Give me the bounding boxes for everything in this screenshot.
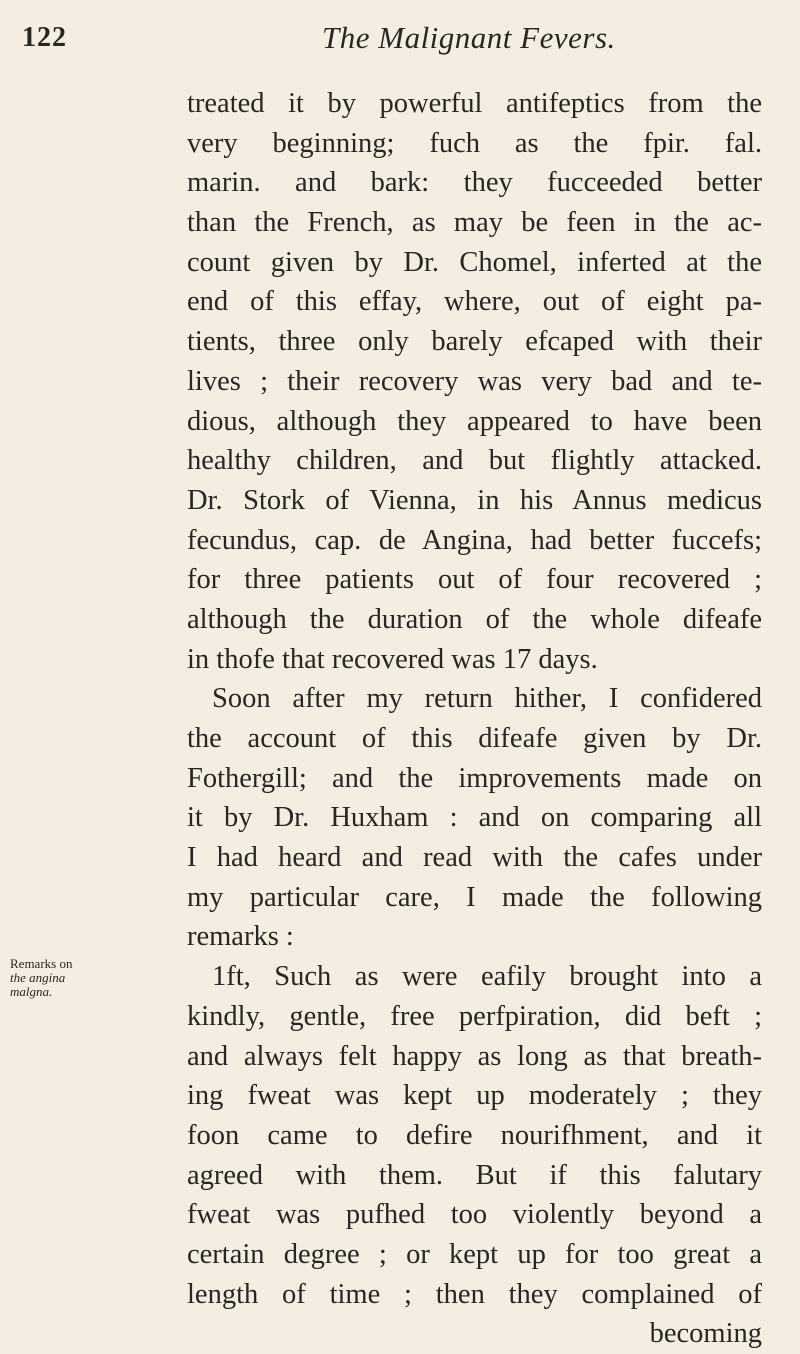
text-line: than the French, as may be feen in the ac- [187, 207, 762, 239]
text-line: end of this effay, where, out of eight pa- [187, 286, 762, 318]
margin-note-line: malgna. [10, 984, 53, 999]
text-line: lives ; their recovery was very bad and te- [187, 365, 762, 397]
text-line: fweat was pufhed too violently beyond a [187, 1199, 762, 1231]
text-line: fecundus, cap. de Angina, had better fuccefs; [187, 524, 762, 556]
text-line: 1ft, Such as were eafily brought into a [212, 961, 762, 993]
text-line: my particular care, I made the following [187, 881, 762, 913]
page-number: 122 [22, 22, 67, 53]
body-text [187, 84, 762, 1354]
text-line: length of time ; then they complained of [187, 1278, 762, 1310]
text-line: Dr. Stork of Vienna, in his Annus medicus [187, 484, 762, 516]
text-line: healthy children, and but flightly attacked. [187, 445, 762, 477]
text-line: remarks : [187, 921, 294, 953]
catchword: becoming [649, 1318, 762, 1350]
text-line: marin. and bark: they fucceeded better [187, 167, 762, 199]
margin-note [10, 957, 82, 999]
text-line: foon came to defire nourifhment, and it [187, 1119, 762, 1151]
text-line: although the duration of the whole difeafe [187, 603, 762, 635]
running-title: The Malignant Fevers. [322, 20, 616, 55]
text-line: kindly, gentle, free perfpiration, did beft ; [187, 1000, 762, 1032]
text-line: agreed with them. But if this falutary [187, 1159, 762, 1191]
text-line: dious, although they appeared to have been [187, 405, 762, 437]
text-line: certain degree ; or kept up for too great a [187, 1238, 762, 1270]
page-header [22, 14, 760, 74]
text-line: ing fweat was kept up moderately ; they [187, 1080, 762, 1112]
text-line: it by Dr. Huxham : and on comparing all [187, 802, 762, 834]
text-line: for three patients out of four recovered ; [187, 564, 762, 596]
text-line: count given by Dr. Chomel, inferted at the [187, 246, 762, 278]
text-line: the account of this difeafe given by Dr. [187, 723, 762, 754]
text-line: tients, three only barely efcaped with their [187, 326, 762, 358]
text-line: Soon after my return hither, I confidered [212, 683, 762, 715]
text-line: Fothergill; and the improvements made on [187, 762, 762, 794]
text-line: I had heard and read with the cafes under [187, 842, 762, 874]
text-line: and always felt happy as long as that breath- [187, 1040, 762, 1072]
text-line: treated it by powerful antifeptics from the [187, 88, 762, 119]
text-line: in thofe that recovered was 17 days. [187, 643, 598, 675]
margin-note-line: the angina [10, 970, 66, 985]
margin-note-line: Remarks on [10, 956, 73, 971]
text-line: very beginning; fuch as the fpir. fal. [187, 127, 762, 159]
